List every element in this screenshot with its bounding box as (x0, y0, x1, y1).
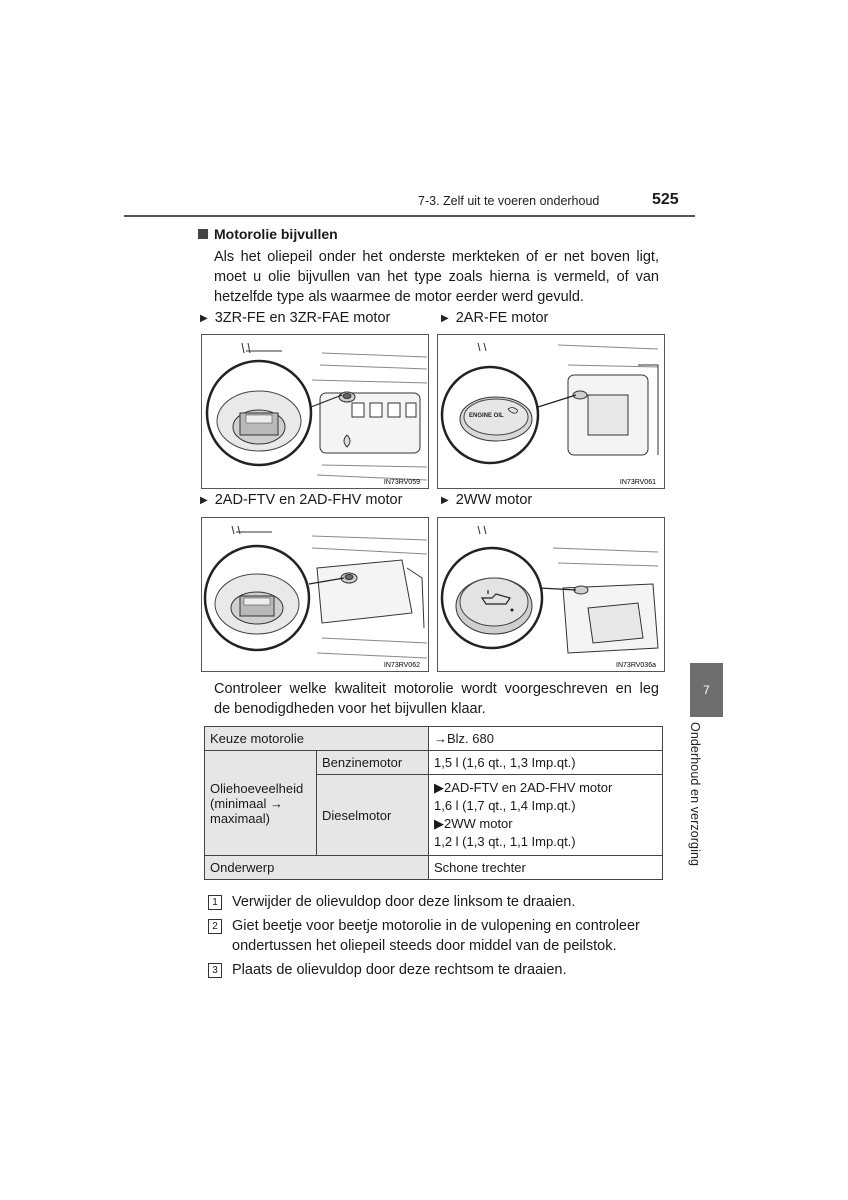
triangle-bullet-icon: ▶ (441, 494, 449, 506)
step-item (208, 892, 668, 912)
engine-illustration-2ar (437, 334, 665, 489)
oil-spec-table (204, 726, 663, 880)
diesel-line: 1,6 l (1,7 qt., 1,4 Imp.qt.) (434, 798, 576, 813)
check-paragraph (214, 679, 659, 719)
step-line: Giet beetje voor beetje motorolie in de vulopening en controleer (232, 918, 640, 934)
step-number: 1 (208, 895, 222, 910)
check-line: Controleer welke kwaliteit motorolie wordt voorgeschreven en leg (214, 681, 659, 697)
chapter-number: 7 (703, 683, 710, 697)
cap-label: ENGINE OIL (469, 413, 504, 419)
step-text: Plaats de olievuldop door deze rechtsom te draaien. (232, 962, 567, 978)
table-cell: Onderwerp (205, 856, 429, 880)
table-cell: →Blz. 680 (429, 727, 663, 751)
figure-code: IN73RV059 (383, 479, 420, 486)
page-number: 525 (652, 191, 679, 208)
engine-bay-drawing (202, 335, 428, 488)
intro-line: hetzelfde type als waarmee de motor eerder werd gevuld. (214, 289, 584, 305)
table-cell: Dieselmotor (317, 775, 429, 856)
table-cell: Keuze motorolie (205, 727, 429, 751)
step-text (232, 916, 640, 956)
chapter-label (688, 722, 708, 882)
header-rule (124, 215, 695, 217)
step-number: 3 (208, 963, 222, 978)
figure-code: IN73RV036a (616, 662, 656, 669)
figure-code: IN73RV062 (383, 662, 420, 669)
figure-caption (441, 310, 548, 326)
section-title (198, 226, 338, 242)
figure-caption (441, 492, 532, 508)
diesel-line: 1,2 l (1,3 qt., 1,1 Imp.qt.) (434, 834, 576, 849)
engine-bay-drawing (202, 518, 428, 671)
table-cell: Oliehoeveelheid (minimaal → maximaal) (205, 751, 317, 856)
intro-line: Als het oliepeil onder het onderste merkteken of er net boven ligt, (214, 249, 659, 265)
table-row (205, 856, 663, 880)
triangle-bullet-icon: ▶ (441, 312, 449, 324)
figure-caption-text: 2AR-FE motor (455, 310, 549, 326)
engine-illustration-2ad (201, 517, 429, 672)
diesel-line: ▶2WW motor (434, 816, 513, 831)
figure-caption-text: 2AD-FTV en 2AD-FHV motor (214, 492, 403, 508)
diesel-line: ▶2AD-FTV en 2AD-FHV motor (434, 780, 613, 795)
table-cell: Schone trechter (429, 856, 663, 880)
table-cell: 1,5 l (1,6 qt., 1,3 Imp.qt.) (429, 751, 663, 775)
step-item (208, 916, 668, 956)
step-item (208, 960, 668, 980)
table-cell (429, 775, 663, 856)
engine-bay-drawing (438, 518, 664, 671)
figure-caption-text: 2WW motor (455, 492, 533, 508)
step-line: ondertussen het oliepeil steeds door middel van de peilstok. (232, 938, 617, 954)
table-row (205, 751, 663, 775)
triangle-bullet-icon: ▶ (200, 312, 208, 324)
step-number: 2 (208, 919, 222, 934)
table-row (205, 727, 663, 751)
figure-code: IN73RV061 (619, 479, 656, 486)
check-line: de benodigdheden voor het bijvullen klaar. (214, 701, 486, 717)
figure-caption-text: 3ZR-FE en 3ZR-FAE motor (214, 310, 391, 326)
figure-caption (200, 310, 390, 326)
intro-line: moet u olie bijvullen van het type zoals hierna is vermeld, of van (214, 269, 659, 285)
table-cell: Benzinemotor (317, 751, 429, 775)
square-bullet-icon (198, 229, 208, 239)
triangle-bullet-icon: ▶ (200, 494, 208, 506)
chapter-tab (690, 663, 723, 717)
engine-bay-drawing (438, 335, 664, 488)
running-header: 7-3. Zelf uit te voeren onderhoud (418, 194, 600, 208)
section-title-text: Motorolie bijvullen (214, 226, 338, 242)
step-text: Verwijder de olievuldop door deze linksom te draaien. (232, 894, 576, 910)
intro-paragraph (214, 247, 659, 307)
engine-illustration-3zr (201, 334, 429, 489)
chapter-label-text: Onderhoud en verzorging (688, 722, 702, 867)
figure-caption (200, 492, 402, 508)
engine-illustration-2ww (437, 517, 665, 672)
